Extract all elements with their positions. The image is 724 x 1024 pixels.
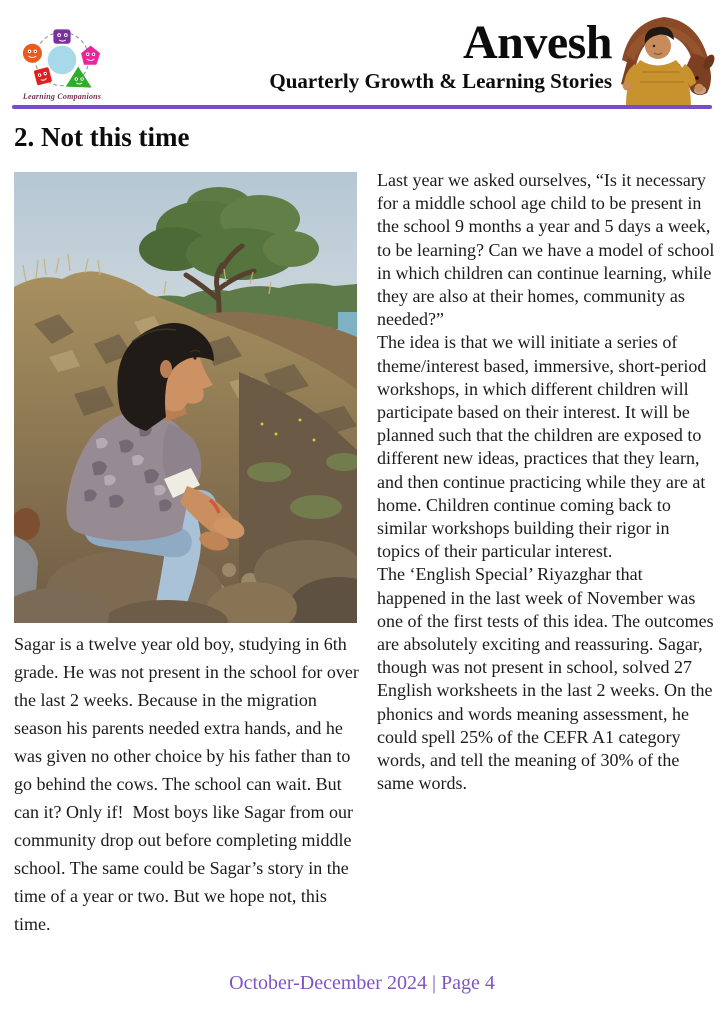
paragraph: The ‘English Special’ Riyazghar that happened in the last week of November was one of the first tests of this idea. The outcomes are absolutely exciting and reassuring. Sagar, though was not present in school, solved 27 English worksheets in the last 2 weeks. On the phonics and words meaning assessment, he could spell 25% of the CEFR A1 category words, and tell the meaning of 30% of the same words. [377,564,719,794]
learning-companions-logo-icon [20,28,104,90]
paragraph: Sagar is a twelve year old boy, studying in 6th grade. He was not present in the school for over the last 2 weeks. Because in the migration season his parents needed extra hands, and he was given no other choice by his father than to go behind the cows. The school can wait. But can it? Only if! Most boys like Sagar from our community drop out before completing middle school. The same could be Sagar’s story in the time of a year or two. But we hope not, this time. [14,634,364,934]
left-text-column [14,630,364,938]
right-text-column [377,169,719,795]
organization-logo [20,28,104,101]
page-footer: October-December 2024 | Page 4 [229,972,495,994]
newsletter-title: Anvesh [462,16,612,69]
logo-caption: Learning Companions [22,92,102,101]
orange-circle-character [23,44,42,63]
article-photo-sagar-on-rocks [14,172,357,623]
purple-square-character [53,29,70,43]
paragraph: Last year we asked ourselves, “Is it necessary for a middle school age child to be present in the school 9 months a year and 5 days a week, to be learning? Can we have a model of school in which children can continue learning, while they are also at their homes, community as needed?” [377,170,719,330]
pink-pentagon-character [81,46,100,65]
header-photo-boy-carrying-calf [612,2,718,106]
newsletter-subtitle: Quarterly Growth & Learning Stories [269,69,612,94]
paragraph: The idea is that we will initiate a series of theme/interest based, immersive, short-period workshops, in which different children will participate based on their interest. It will be planned such that the children are exposed to different new ideas, practices that they learn, and then continue practicing while they are at home. Children continue coming back to similar workshops building their rigor in topics of their particular interest. [377,332,711,562]
header-divider [12,105,712,109]
masthead [269,18,612,94]
section-heading: 2. Not this time [14,122,190,152]
